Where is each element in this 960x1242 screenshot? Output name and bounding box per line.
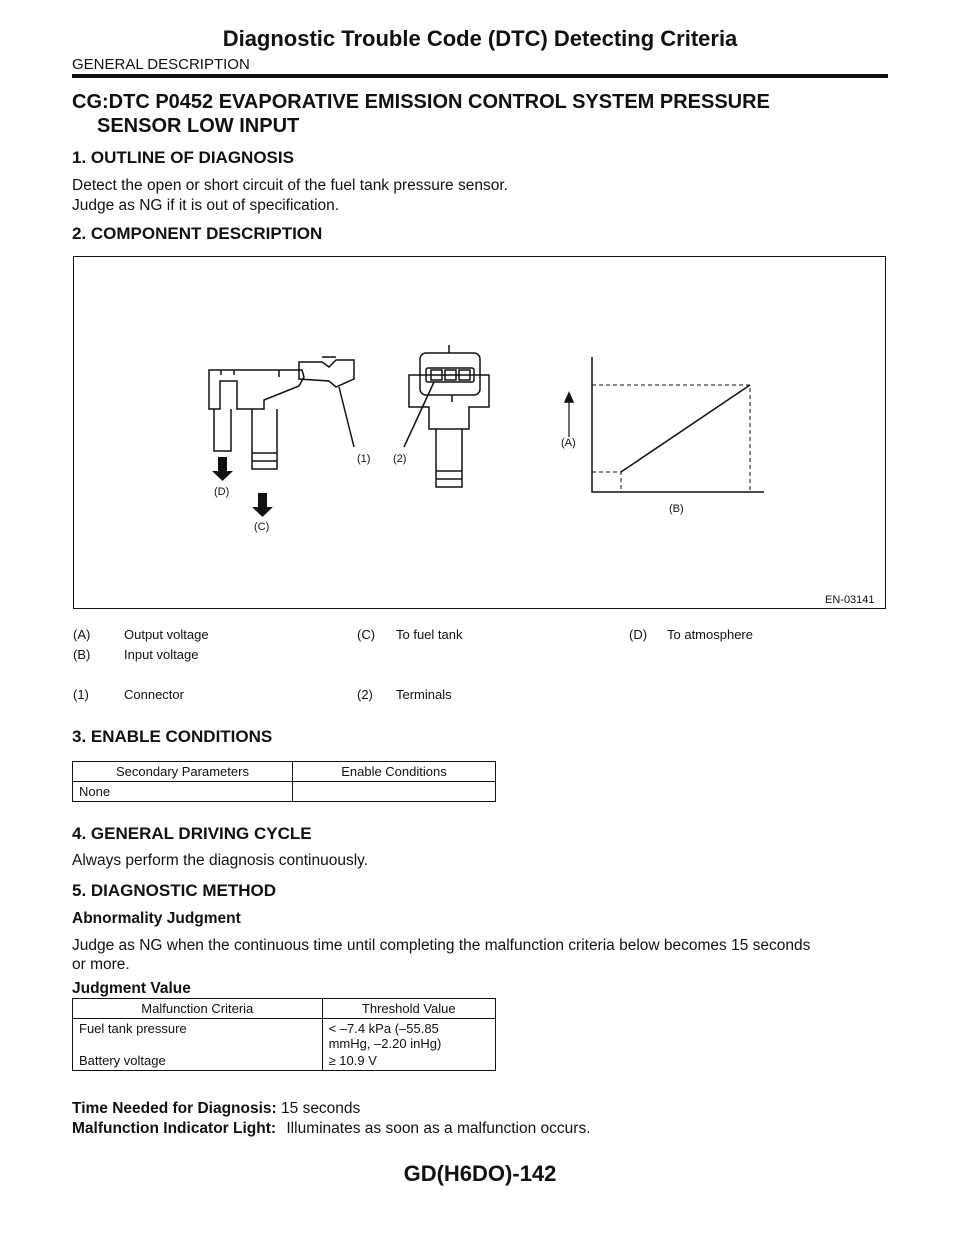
fuel-tank-arrow-icon [252,493,273,517]
abnormality-line-1: Judge as NG when the continuous time until completing the malfunction criteria below becomes 15 seconds [72,937,811,954]
abnormality-line-2: or more. [72,956,130,973]
label-terminals-2: (2) [393,453,407,465]
section-driving-cycle-heading: 4. GENERAL DRIVING CYCLE [72,824,312,843]
label-a: (A) [561,437,576,449]
legend-2-key: (2) [357,687,373,702]
legend-1-text: Connector [124,687,184,702]
outline-line-1: Detect the open or short circuit of the fuel tank pressure sensor. [72,177,508,194]
mil-line [72,1119,591,1139]
threshold-line-2: mmHg, –2.20 inHg) [328,1036,442,1051]
table-cell [292,782,495,802]
label-d: (D) [214,486,230,498]
dtc-title [72,90,770,138]
section-outline-heading: 1. OUTLINE OF DIAGNOSIS [72,148,294,167]
legend-2-text: Terminals [396,687,452,702]
legend-1-key: (1) [73,687,89,702]
legend-c-key: (C) [357,627,376,642]
voltage-graph [565,357,764,492]
component-figure [73,256,886,609]
table-header-cell: Secondary Parameters [73,762,293,782]
legend-b-key: (B) [73,647,91,662]
table-cell: Fuel tank pressure [73,1019,323,1052]
outline-line-2: Judge as NG if it is out of specification. [72,197,340,214]
legend-a-key: (A) [73,627,91,642]
table-header-row [73,999,496,1019]
label-b: (B) [669,503,684,515]
table-row [73,1019,496,1052]
table-cell: ≥ 10.9 V [322,1051,495,1071]
section-diagnostic-method-heading: 5. DIAGNOSTIC METHOD [72,881,277,900]
abnormality-heading: Abnormality Judgment [72,910,241,927]
table-row [73,1051,496,1071]
label-connector-1: (1) [357,453,371,465]
mil-value: Illuminates as soon as a malfunction occurs. [286,1120,591,1137]
table-header-row [73,762,496,782]
legend-c-text: To fuel tank [396,627,463,642]
table-cell: None [73,782,293,802]
figure-code: EN-03141 [825,594,875,606]
label-c: (C) [254,521,270,533]
legend-a-text: Output voltage [124,627,209,642]
table-header-cell: Threshold Value [322,999,495,1019]
legend-b-text: Input voltage [124,647,199,662]
table-row [73,782,496,802]
header-divider [72,74,888,78]
table-cell: Battery voltage [73,1051,323,1071]
section-enable-heading: 3. ENABLE CONDITIONS [72,727,273,746]
sensor-side-view [209,357,354,469]
table-header-cell: Enable Conditions [292,762,495,782]
legend-d-text: To atmosphere [667,627,753,642]
dtc-title-line2: SENSOR LOW INPUT [97,115,300,137]
legend-d-key: (D) [629,627,648,642]
table-cell [322,1019,495,1052]
judgment-value-table [72,998,496,1071]
sensor-front-view [404,345,489,487]
time-needed-value: 15 seconds [281,1100,361,1117]
threshold-line-1: < –7.4 kPa (–55.85 [328,1021,439,1036]
driving-cycle-text: Always perform the diagnosis continuously. [72,852,369,869]
sensor-diagram [74,257,885,608]
mil-label: Malfunction Indicator Light: [72,1120,277,1137]
time-needed-label: Time Needed for Diagnosis: [72,1100,277,1117]
page-header-subtitle: GENERAL DESCRIPTION [72,56,250,73]
atmosphere-arrow-icon [212,457,233,481]
judgment-value-heading: Judgment Value [72,980,191,997]
table-header-cell: Malfunction Criteria [73,999,323,1019]
time-needed-line [72,1099,360,1119]
section-component-heading: 2. COMPONENT DESCRIPTION [72,224,323,243]
page-header-title: Diagnostic Trouble Code (DTC) Detecting Criteria [222,26,738,51]
dtc-title-line1: CG:DTC P0452 EVAPORATIVE EMISSION CONTROL SYSTEM PRESSURE [72,91,770,113]
enable-conditions-table [72,761,496,802]
page-number: GD(H6DO)-142 [403,1161,557,1186]
